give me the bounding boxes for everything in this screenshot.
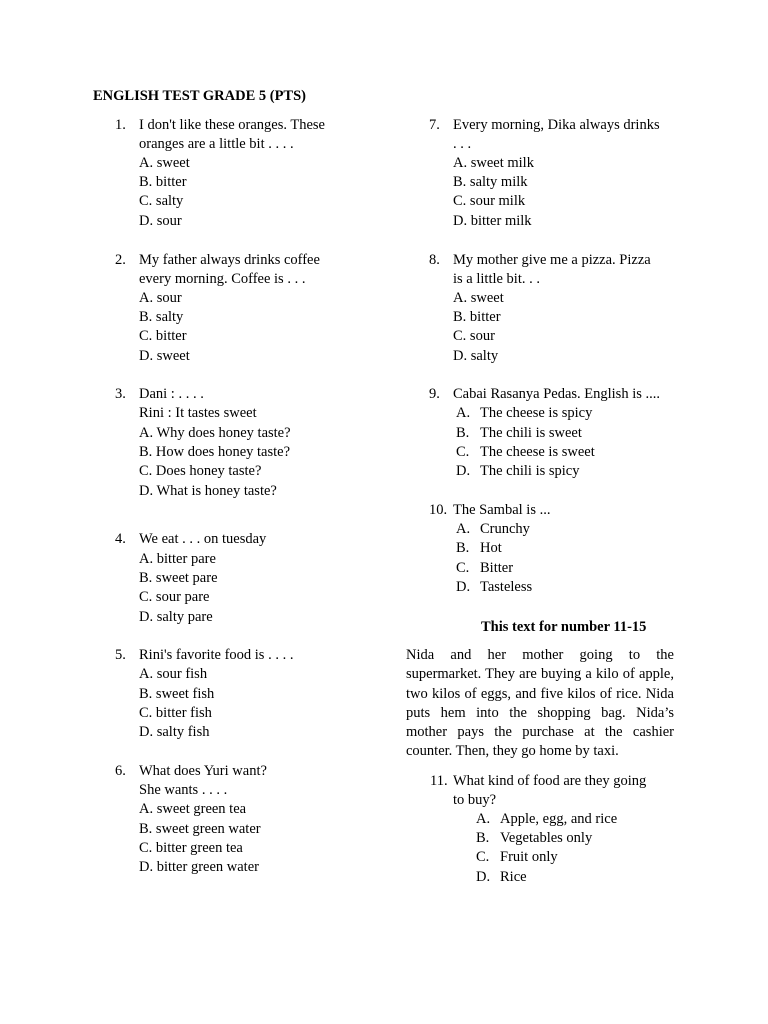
- option-letter: D.: [456, 579, 471, 595]
- answer-option-b: B. sweet green water: [139, 821, 261, 837]
- answer-option-c: C. sour: [453, 328, 495, 344]
- answer-option-b: Hot: [480, 540, 502, 556]
- question-text: My mother give me a pizza. Pizza: [453, 252, 651, 268]
- option-letter: C.: [456, 444, 470, 460]
- question-text: What kind of food are they going: [453, 773, 647, 789]
- question-number: 11.: [430, 773, 448, 789]
- question-number: 6.: [115, 763, 126, 779]
- question-number: 10.: [429, 502, 448, 518]
- answer-option-c: C. Does honey taste?: [139, 463, 262, 479]
- answer-option-c: Fruit only: [500, 849, 558, 865]
- answer-option-c: The cheese is sweet: [480, 444, 595, 460]
- answer-option-d: Rice: [500, 869, 527, 885]
- answer-option-a: Crunchy: [480, 521, 530, 537]
- answer-option-b: B. salty: [139, 309, 184, 325]
- reading-passage: Nida and her mother going to the supermarket. They are buying a kilo of apple, two kilos of eggs, and five kilos of rice. Nida puts hem into the shopping bag. Nida’s mother pays the purchase at the cashier counter. Then, they go home by taxi.: [406, 647, 674, 760]
- answer-option-c: C. sour pare: [139, 589, 210, 605]
- option-letter: A.: [456, 521, 471, 537]
- question-text: is a little bit. . .: [453, 271, 540, 287]
- option-letter: B.: [456, 425, 470, 441]
- answer-option-d: D. What is honey taste?: [139, 483, 277, 499]
- answer-option-a: A. sweet green tea: [139, 801, 247, 817]
- question-text: Cabai Rasanya Pedas. English is ....: [453, 386, 661, 402]
- question-number: 8.: [429, 252, 440, 268]
- answer-option-b: Vegetables only: [500, 830, 593, 846]
- answer-option-a: The cheese is spicy: [480, 405, 593, 421]
- question-number: 3.: [115, 386, 126, 402]
- answer-option-a: A. sweet: [139, 155, 190, 171]
- answer-option-c: C. bitter fish: [139, 705, 212, 721]
- answer-option-a: A. sour: [139, 290, 182, 306]
- question-text: My father always drinks coffee: [139, 252, 320, 268]
- question-text: What does Yuri want?: [139, 763, 267, 779]
- answer-option-a: A. Why does honey taste?: [139, 425, 291, 441]
- answer-option-b: B. How does honey taste?: [139, 444, 291, 460]
- question-text: to buy?: [453, 792, 497, 808]
- question-text: We eat . . . on tuesday: [139, 531, 267, 547]
- question-text: She wants . . . .: [139, 782, 228, 798]
- option-letter: C.: [476, 849, 490, 865]
- option-letter: B.: [456, 540, 470, 556]
- option-letter: D.: [456, 463, 471, 479]
- question-text: . . .: [453, 136, 472, 152]
- answer-option-d: D. salty: [453, 348, 499, 364]
- question-text: I don't like these oranges. These: [139, 117, 325, 133]
- question-text: Every morning, Dika always drinks: [453, 117, 660, 133]
- answer-option-a: A. sweet: [453, 290, 504, 306]
- answer-option-d: D. sweet: [139, 348, 190, 364]
- answer-option-a: Apple, egg, and rice: [500, 811, 618, 827]
- answer-option-d: D. salty fish: [139, 724, 210, 740]
- answer-option-c: Bitter: [480, 560, 514, 576]
- answer-option-b: B. bitter: [453, 309, 501, 325]
- answer-option-d: D. bitter milk: [453, 213, 532, 229]
- option-letter: A.: [456, 405, 471, 421]
- question-number: 7.: [429, 117, 440, 133]
- answer-option-c: C. salty: [139, 193, 184, 209]
- answer-option-a: A. sweet milk: [453, 155, 534, 171]
- answer-option-d: D. sour: [139, 213, 182, 229]
- page-title: ENGLISH TEST GRADE 5 (PTS): [93, 88, 306, 104]
- section-title: This text for number 11-15: [481, 619, 647, 635]
- answer-option-b: B. sweet fish: [139, 686, 215, 702]
- answer-option-d: D. bitter green water: [139, 859, 259, 875]
- answer-option-a: A. bitter pare: [139, 551, 216, 567]
- answer-option-d: Tasteless: [480, 579, 533, 595]
- answer-option-d: The chili is spicy: [480, 463, 580, 479]
- question-text: every morning. Coffee is . . .: [139, 271, 306, 287]
- answer-option-b: B. sweet pare: [139, 570, 218, 586]
- answer-option-a: A. sour fish: [139, 666, 208, 682]
- answer-option-b: The chili is sweet: [480, 425, 582, 441]
- question-number: 4.: [115, 531, 126, 547]
- answer-option-c: C. bitter green tea: [139, 840, 243, 856]
- question-text: oranges are a little bit . . . .: [139, 136, 294, 152]
- question-text: Rini's favorite food is . . . .: [139, 647, 294, 663]
- question-number: 1.: [115, 117, 126, 133]
- answer-option-d: D. salty pare: [139, 609, 213, 625]
- option-letter: A.: [476, 811, 491, 827]
- answer-option-b: B. salty milk: [453, 174, 528, 190]
- option-letter: B.: [476, 830, 490, 846]
- option-letter: C.: [456, 560, 470, 576]
- question-number: 2.: [115, 252, 126, 268]
- option-letter: D.: [476, 869, 491, 885]
- question-text: Rini : It tastes sweet: [139, 405, 257, 421]
- question-number: 9.: [429, 386, 440, 402]
- question-number: 5.: [115, 647, 126, 663]
- question-text: Dani : . . . .: [139, 386, 204, 402]
- question-text: The Sambal is ...: [453, 502, 551, 518]
- answer-option-c: C. bitter: [139, 328, 187, 344]
- answer-option-c: C. sour milk: [453, 193, 526, 209]
- answer-option-b: B. bitter: [139, 174, 187, 190]
